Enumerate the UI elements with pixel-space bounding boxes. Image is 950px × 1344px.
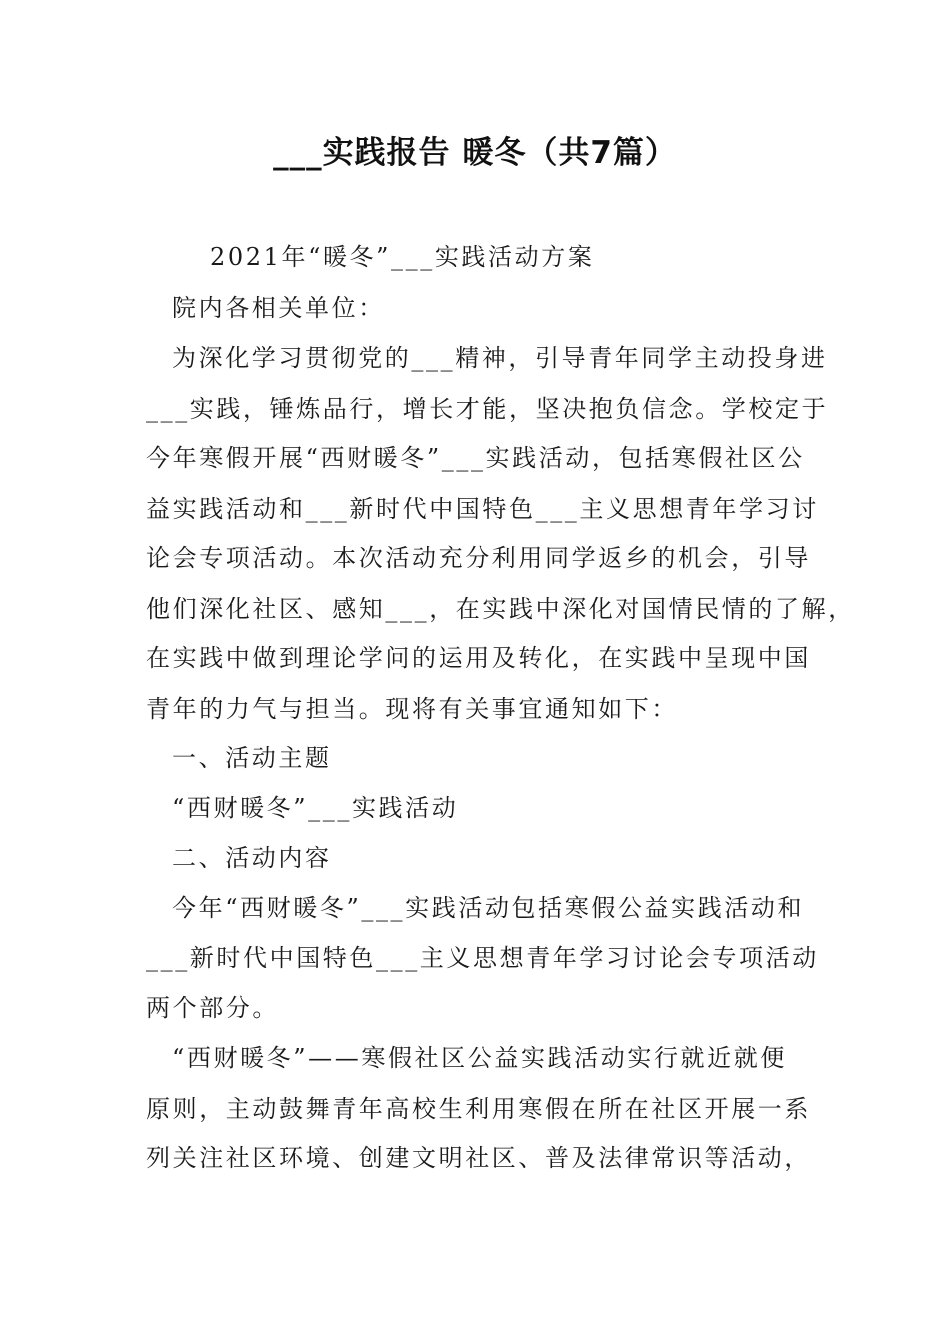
paragraph-line: ___实践，锤炼品行，增长才能，坚决抱负信念。学校定于 [146, 395, 829, 423]
section-heading: 二、活动内容 [172, 844, 332, 872]
paragraph-line: “西财暖冬”——寒假社区公益实践活动实行就近就便 [172, 1044, 787, 1072]
salutation-line: 院内各相关单位： [172, 294, 385, 322]
paragraph-line: 他们深化社区、感知___，在实践中深化对国情民情的了解， [146, 595, 855, 623]
paragraph-line: “西财暖冬”___实践活动 [172, 794, 459, 822]
paragraph-line: 列关注社区环境、创建文明社区、普及法律常识等活动， [146, 1144, 811, 1172]
section-heading: 一、活动主题 [172, 744, 332, 772]
document-title: ___实践报告 暖冬（共7篇） [273, 135, 677, 171]
paragraph-line: 论会专项活动。本次活动充分利用同学返乡的机会，引导 [146, 544, 811, 572]
paragraph-line: 原则，主动鼓舞青年高校生利用寒假在所在社区开展一系 [146, 1095, 811, 1123]
paragraph-line: 青年的力气与担当。现将有关事宜通知如下： [146, 695, 678, 723]
paragraph-line: 为深化学习贯彻党的___精神，引导青年同学主动投身进 [172, 344, 828, 372]
paragraph-line: 在实践中做到理论学问的运用及转化，在实践中呈现中国 [146, 644, 811, 672]
paragraph-line: ___新时代中国特色___主义思想青年学习讨论会专项活动 [146, 944, 819, 972]
subtitle-line: 2021年“暖冬”___实践活动方案 [210, 243, 595, 271]
paragraph-line: 两个部分。 [146, 994, 279, 1022]
paragraph-line: 今年“西财暖冬”___实践活动包括寒假公益实践活动和 [172, 894, 805, 922]
paragraph-line: 今年寒假开展“西财暖冬”___实践活动，包括寒假社区公 [146, 444, 805, 472]
paragraph-line: 益实践活动和___新时代中国特色___主义思想青年学习讨 [146, 495, 819, 523]
